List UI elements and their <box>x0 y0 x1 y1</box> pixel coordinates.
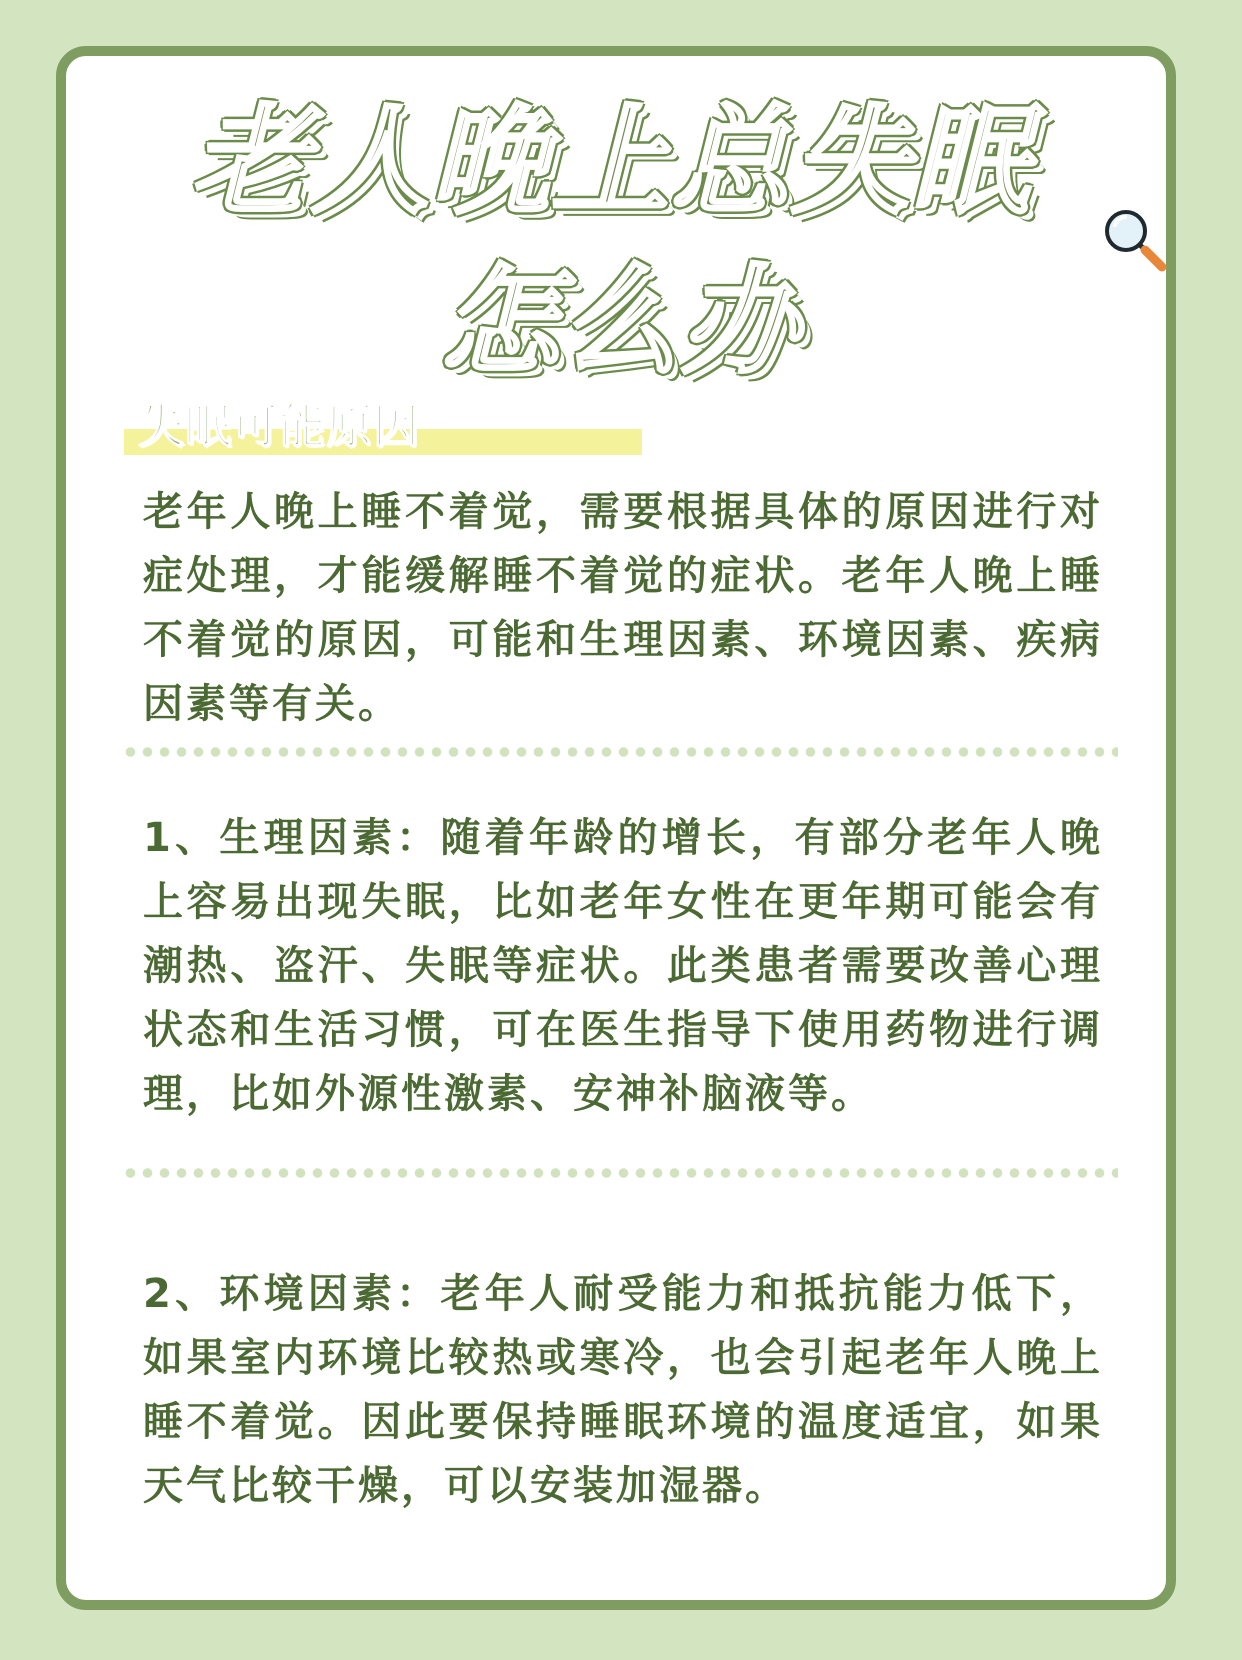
title-line-2: 怎么办 <box>440 252 801 390</box>
section-label: 失眠可能原因 <box>138 399 420 453</box>
title-line-1: 老人晚上总失眠 <box>190 92 1031 230</box>
magnifier-icon <box>1098 203 1170 275</box>
paragraph-physiological: 1、生理因素：随着年龄的增长，有部分老年人晚上容易出现失眠，比如老年女性在更年期可能会有潮热、盗汗、失眠等症状。此类患者需要改善心理状态和生活习惯，可在医生指导下使用药物进行调理，比如外源性激素、安神补脑液等。 <box>143 815 1103 1117</box>
dotted-divider <box>122 1167 1118 1179</box>
section-heading <box>124 396 644 460</box>
paragraph-intro: 老年人晚上睡不着觉，需要根据具体的原因进行对症处理，才能缓解睡不着觉的症状。老年人晚上睡不着觉的原因，可能和生理因素、环境因素、疾病因素等有关。 <box>143 489 1103 727</box>
dotted-divider <box>122 746 1118 758</box>
paragraph-environmental: 2、环境因素：老年人耐受能力和抵抗能力低下，如果室内环境比较热或寒冷，也会引起老年人晚上睡不着觉。因此要保持睡眠环境的温度适宜，如果天气比较干燥，可以安装加湿器。 <box>143 1271 1103 1509</box>
